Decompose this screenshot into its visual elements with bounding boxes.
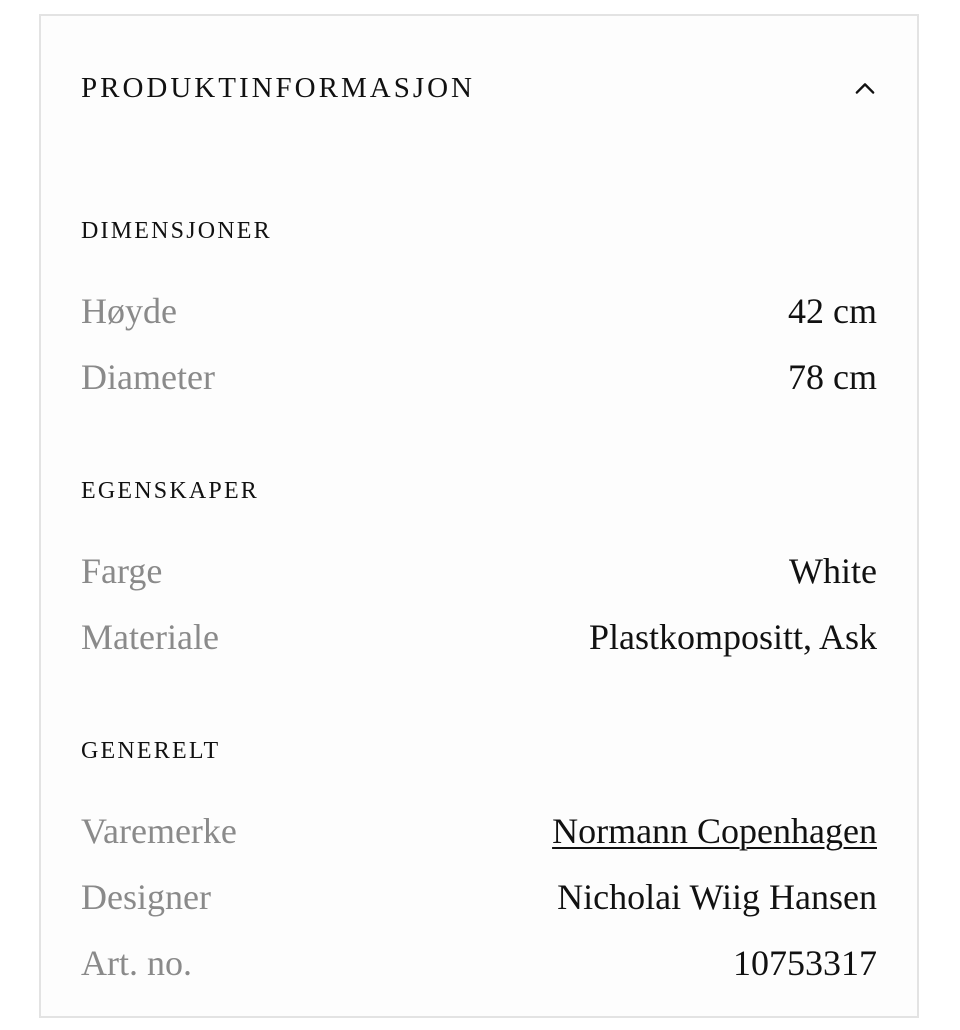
product-info-panel: [39, 14, 919, 1018]
spec-row-diameter: [81, 344, 877, 410]
spec-row-materiale: [81, 604, 877, 670]
brand-link[interactable]: Normann Copenhagen: [552, 811, 877, 851]
spec-value: 42 cm: [788, 291, 877, 331]
spec-label: Høyde: [81, 291, 177, 331]
section-title: DIMENSJONER: [81, 218, 272, 244]
spec-row-designer: [81, 864, 877, 930]
spec-row-art-no: [81, 930, 877, 996]
spec-value: Nicholai Wiig Hansen: [557, 877, 877, 917]
spec-row-varemerke: [81, 798, 877, 864]
section-dimensjoner: [81, 214, 877, 410]
chevron-up-icon[interactable]: [855, 78, 875, 98]
spec-label: Varemerke: [81, 811, 237, 851]
spec-label: Art. no.: [81, 943, 192, 983]
spec-label: Diameter: [81, 357, 215, 397]
section-title: EGENSKAPER: [81, 478, 260, 504]
spec-value: 78 cm: [788, 357, 877, 397]
accordion-title: PRODUKTINFORMASJON: [81, 71, 475, 104]
spec-label: Farge: [81, 551, 163, 591]
spec-label: Designer: [81, 877, 211, 917]
section-generelt: [81, 734, 877, 996]
section-title: GENERELT: [81, 738, 221, 764]
spec-row-farge: [81, 538, 877, 604]
accordion-header[interactable]: [81, 68, 877, 108]
spec-row-hoyde: [81, 278, 877, 344]
section-egenskaper: [81, 474, 877, 670]
spec-label: Materiale: [81, 617, 219, 657]
spec-value: White: [789, 551, 877, 591]
spec-value: 10753317: [733, 943, 877, 983]
spec-value: Plastkompositt, Ask: [588, 617, 877, 657]
